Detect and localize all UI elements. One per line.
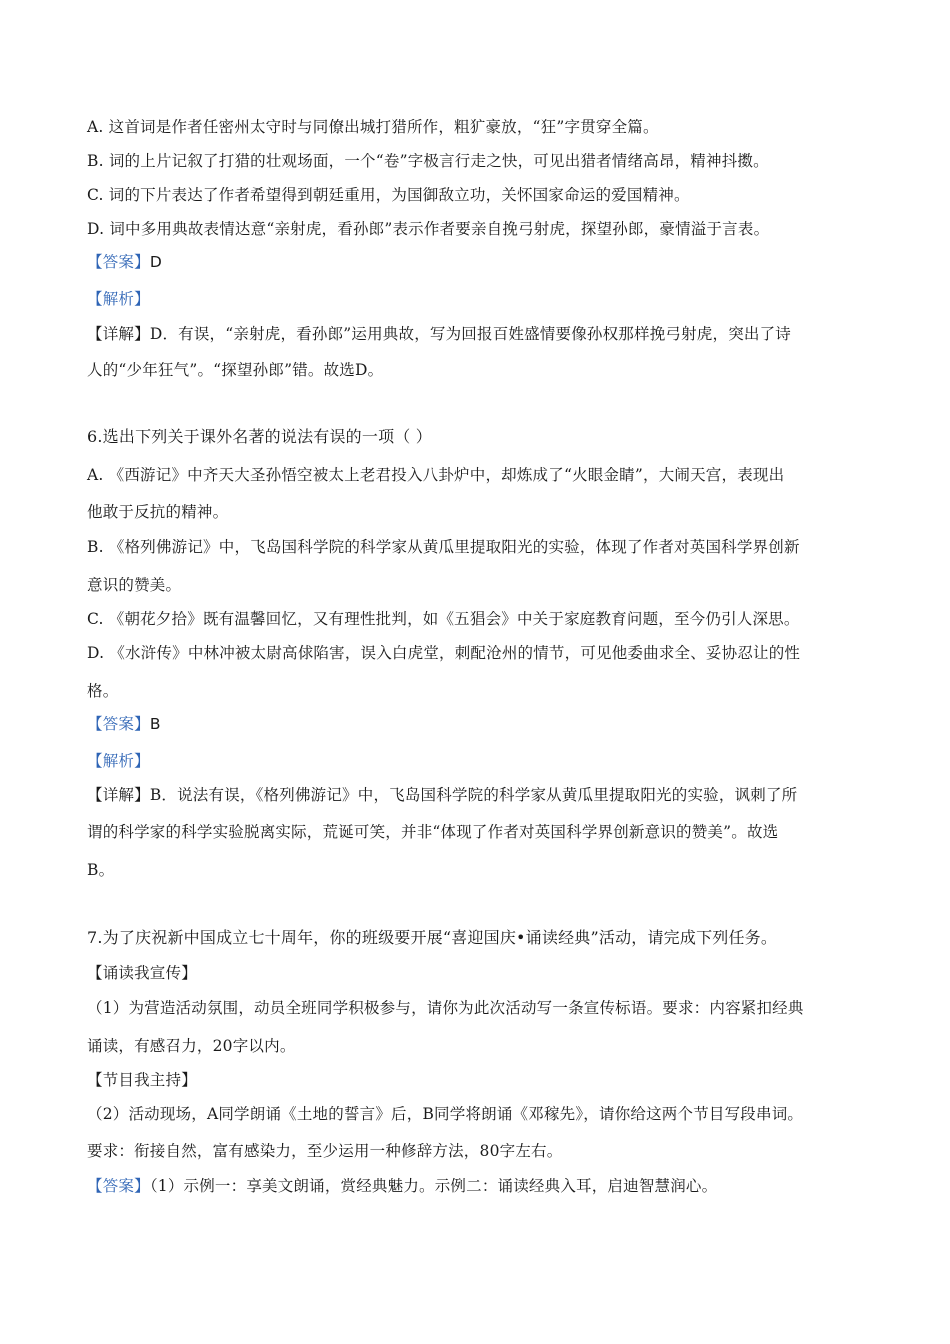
q5-analysis-line: [87, 289, 867, 309]
q5-answer-line: [87, 252, 867, 272]
q6-option-line-7: 格。: [87, 682, 119, 700]
q6-option-line-1: A. 《西游记》中齐天大圣孙悟空被太上老君投入八卦炉中，却炼成了“火眼金睛”，大闹天宫，表现出: [87, 466, 785, 484]
q7-section-promote: 【诵读我宣传】: [87, 964, 197, 982]
q5-option-d: D. 词中多用典故表情达意“亲射虎，看孙郎”表示作者要亲自挽弓射虎，探望孙郎，豪情溢于言表。: [87, 220, 770, 238]
answer-tag: 【答案】: [87, 1177, 150, 1195]
q6-option-line-2: 他敢于反抗的精神。: [87, 503, 229, 521]
q6-option-line-4: 意识的赞美。: [87, 576, 182, 594]
q7-task1-line-2: 诵读，有感召力，20字以内。: [87, 1037, 296, 1055]
q6-option-line-3: B. 《格列佛游记》中，飞岛国科学院的科学家从黄瓜里提取阳光的实验，体现了作者对英国科学界创新: [87, 538, 800, 556]
q5-detail-line-1: [87, 324, 867, 344]
q5-detail-line-2: 人的“少年狂气”。“探望孙郎”错。故选D。: [87, 361, 384, 379]
q6-detail-text-1: B．说法有误，《格列佛游记》中，飞岛国科学院的科学家从黄瓜里提取阳光的实验，讽刺了所: [149, 786, 798, 804]
q5-option-b: B. 词的上片记叙了打猎的壮观场面，一个“卷”字极言行走之快，可见出猎者情绪高昂，精神抖擞。: [87, 152, 769, 170]
q6-title: 6.选出下列关于课外名著的说法有误的一项（ ）: [87, 427, 432, 446]
q7-answer-line: [87, 1176, 867, 1196]
q6-option-line-5: C. 《朝花夕拾》既有温馨回忆，又有理性批判，如《五猖会》中关于家庭教育问题，至今仍引人深思。: [87, 610, 800, 628]
detail-tag: 【详解】: [87, 325, 150, 343]
q5-answer: D: [149, 253, 162, 271]
q7-task2-line-2: 要求：衔接自然，富有感染力，至少运用一种修辞方法，80字左右。: [87, 1142, 563, 1160]
analysis-tag: 【解析】: [87, 752, 150, 770]
q6-detail-line-2: 谓的科学家的科学实验脱离实际，荒诞可笑，并非“体现了作者对英国科学界创新意识的赞美”。故选: [87, 823, 779, 841]
q5-option-c: C. 词的下片表达了作者希望得到朝廷重用，为国御敌立功，关怀国家命运的爱国精神。: [87, 186, 690, 204]
q7-task2-line-1: （2）活动现场，A同学朗诵《土地的誓言》后，B同学将朗诵《邓稼先》，请你给这两个节目写段串词。: [87, 1105, 804, 1123]
answer-tag: 【答案】: [87, 715, 150, 733]
q7-task1-line-1: （1）为营造活动氛围，动员全班同学积极参与，请你为此次活动写一条宣传标语。要求：内容紧扣经典: [87, 999, 804, 1017]
analysis-tag: 【解析】: [87, 290, 150, 308]
q6-detail-line-1: [87, 785, 867, 805]
answer-tag: 【答案】: [87, 253, 150, 271]
q6-analysis-line: [87, 751, 867, 771]
q7-title: 7.为了庆祝新中国成立七十周年，你的班级要开展“喜迎国庆•诵读经典”活动，请完成下列任务。: [87, 928, 778, 947]
q6-option-line-6: D. 《水浒传》中林冲被太尉高俅陷害，误入白虎堂，刺配沧州的情节，可见他委曲求全、妥协忍让的性: [87, 644, 801, 662]
q7-answer: （1）示例一：享美文朗诵，赏经典魅力。示例二：诵读经典入耳，启迪智慧润心。: [149, 1177, 718, 1195]
q6-detail-line-3: B。: [87, 861, 115, 879]
q6-answer: B: [149, 715, 161, 733]
detail-tag: 【详解】: [87, 786, 150, 804]
q6-answer-line: [87, 714, 867, 734]
q7-section-host: 【节目我主持】: [87, 1071, 197, 1089]
q5-option-a: A. 这首词是作者任密州太守时与同僚出城打猎所作，粗犷豪放，“狂”字贯穿全篇。: [87, 118, 659, 136]
q5-detail-text-1: D．有误，“亲射虎，看孙郎”运用典故，写为回报百姓盛情要像孙权那样挽弓射虎，突出了诗: [149, 325, 791, 343]
